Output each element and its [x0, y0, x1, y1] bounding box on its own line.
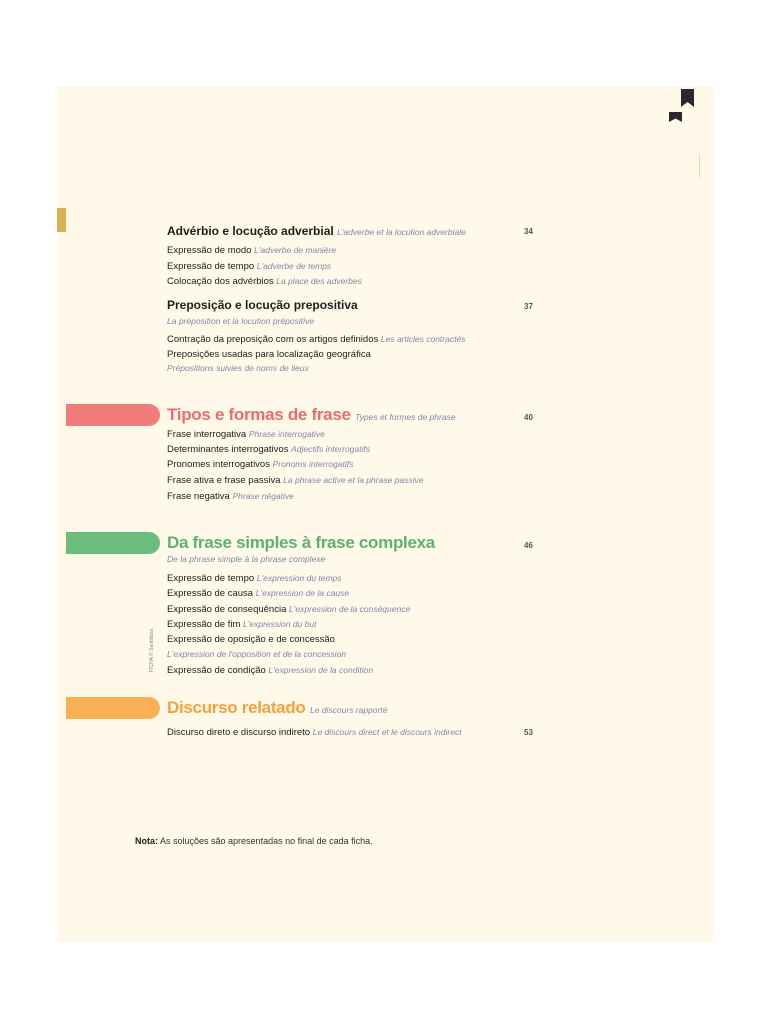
- toc-entry[interactable]: Expressão de condição L'expression de la condition: [167, 665, 374, 676]
- page-edge-line: [699, 154, 700, 178]
- footnote: Nota: As soluções são apresentadas no final de cada ficha.: [135, 836, 373, 846]
- section-tab-red: [66, 404, 160, 426]
- toc-chapter-translation: De la phrase simple à la phrase complexe: [167, 554, 326, 564]
- toc-entry[interactable]: Expressão de consequência L'expression de la conséquence: [167, 604, 411, 615]
- toc-heading-adverbio[interactable]: Advérbio e locução adverbial L'adverbe et la locution adverbiale: [167, 224, 466, 238]
- toc-entry[interactable]: Frase ativa e frase passiva La phrase active et la phrase passive: [167, 475, 424, 486]
- toc-entry[interactable]: Colocação dos advérbios La place des adverbes: [167, 276, 362, 287]
- toc-entry[interactable]: Discurso direto e discurso indireto Le discours direct et le discours indirect: [167, 727, 462, 738]
- toc-entry[interactable]: Frase interrogativa Phrase interrogative: [167, 429, 325, 440]
- toc-chapter-discurso[interactable]: Discurso relatado Le discours rapporté: [167, 698, 388, 717]
- page-number: 46: [524, 541, 533, 550]
- toc-entry-translation: L'expression de l'opposition et de la concession: [167, 649, 347, 659]
- toc-entry[interactable]: Expressão de tempo L'expression du temps: [167, 573, 342, 584]
- side-copyright-text: FICHA © Santillana: [149, 628, 155, 672]
- page-number: 34: [524, 227, 533, 236]
- page-number: 53: [524, 728, 533, 737]
- page-number: 37: [524, 302, 533, 311]
- toc-heading-translation: La préposition et la locution prépositive: [167, 316, 314, 326]
- toc-entry-translation: Prépositions suivies de noms de lieux: [167, 363, 309, 373]
- toc-entry[interactable]: Determinantes interrogativos Adjectifs interrogatifs: [167, 444, 370, 455]
- toc-chapter-complexa[interactable]: Da frase simples à frase complexa: [167, 533, 435, 552]
- section-tab-green: [66, 532, 160, 554]
- toc-entry[interactable]: Expressão de causa L'expression de la cause: [167, 588, 350, 599]
- toc-chapter-tipos[interactable]: Tipos e formas de frase Types et formes de phrase: [167, 405, 456, 424]
- page-number: 40: [524, 413, 533, 422]
- toc-entry[interactable]: Expressão de fim L'expression du but: [167, 619, 317, 630]
- toc-heading-preposicao[interactable]: Preposição e locução prepositiva: [167, 298, 358, 312]
- toc-entry[interactable]: Expressão de tempo L'adverbe de temps: [167, 261, 332, 272]
- toc-entry[interactable]: Expressão de oposição e de concessão: [167, 634, 335, 645]
- toc-entry[interactable]: Preposições usadas para localização geográfica: [167, 349, 371, 360]
- toc-entry[interactable]: Pronomes interrogativos Pronoms interrogatifs: [167, 459, 354, 470]
- toc-entry[interactable]: Frase negativa Phrase négative: [167, 491, 294, 502]
- toc-entry[interactable]: Expressão de modo L'adverbe de manière: [167, 245, 337, 256]
- section-tab-gold: [57, 208, 66, 232]
- section-tab-orange: [66, 697, 160, 719]
- page-background: [57, 86, 715, 942]
- toc-entry[interactable]: Contração da preposição com os artigos definidos Les articles contractés: [167, 334, 466, 345]
